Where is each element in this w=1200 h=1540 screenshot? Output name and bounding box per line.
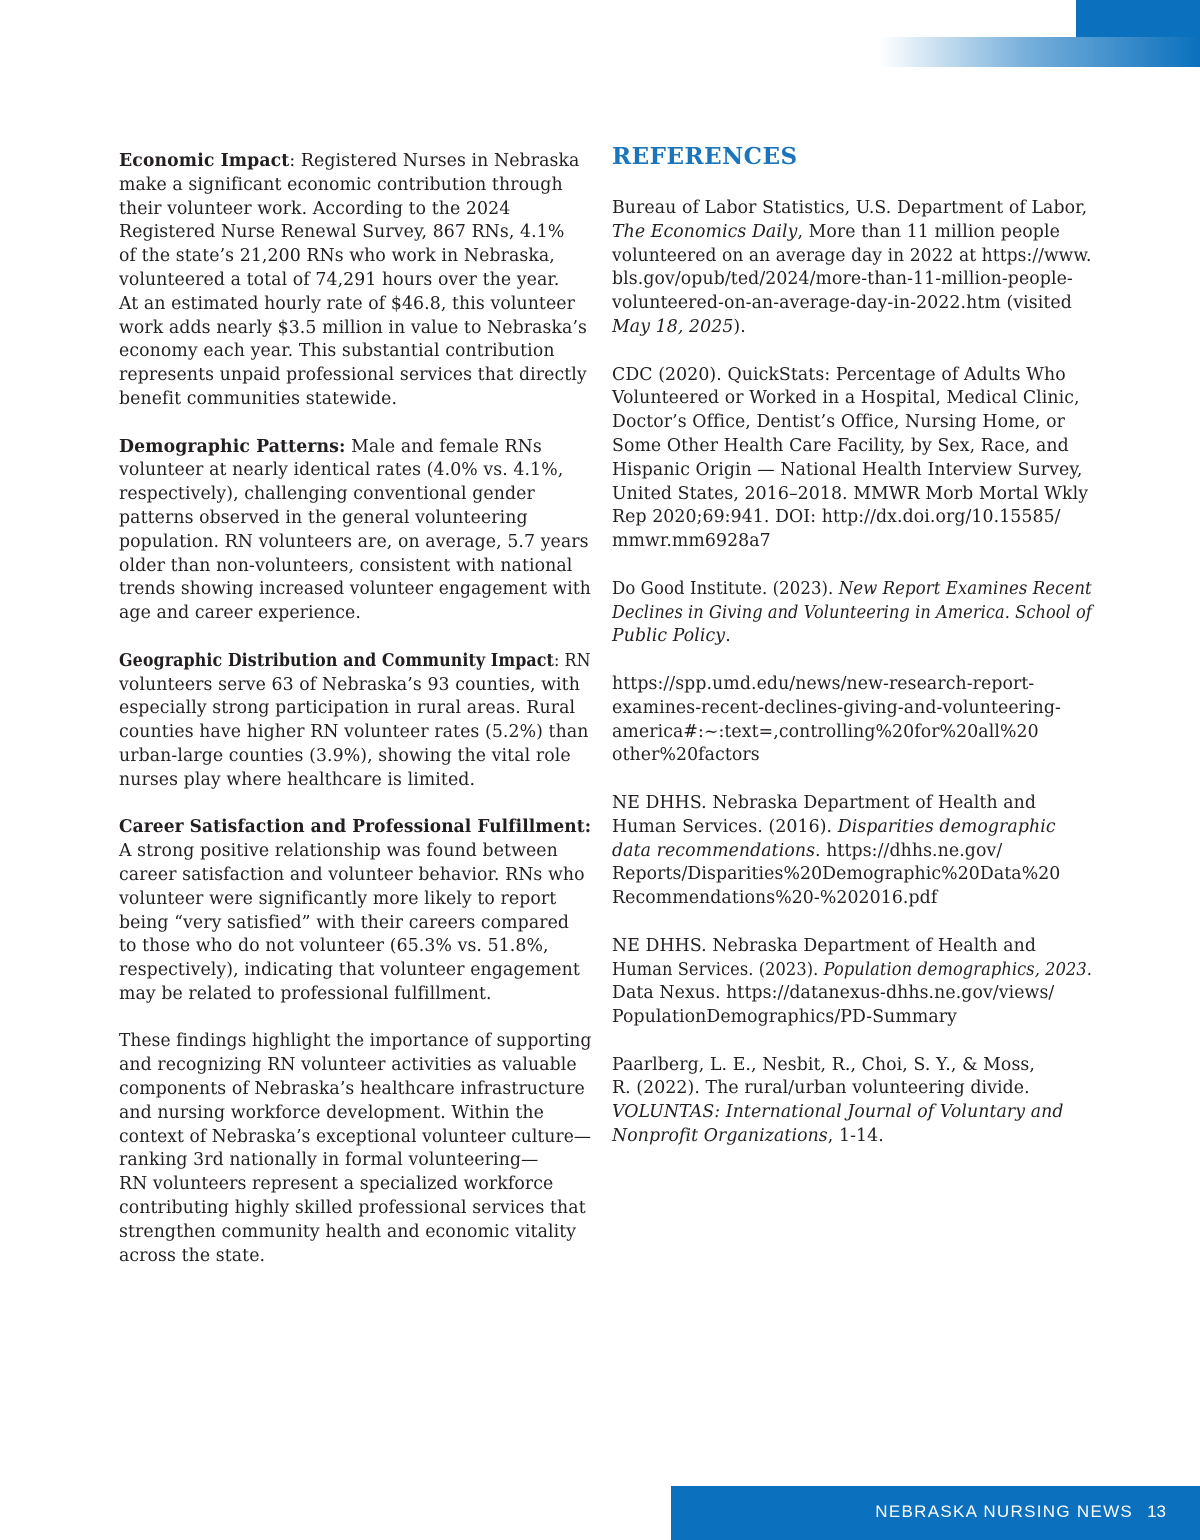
paragraph-line: patterns observed in the general volunteering — [119, 507, 528, 528]
paragraph-line: volunteers serve 63 of Nebraska’s 93 counties, with — [119, 674, 580, 695]
paragraph-line: being “very satisfied” with their careers compared — [119, 912, 570, 933]
paragraph-line: especially strong participation in rural areas. Rural — [119, 698, 576, 719]
reference-bls — [612, 197, 1092, 340]
paragraph-line: benefit communities statewide. — [119, 388, 398, 409]
paragraph-line: and nursing workforce development. Within the — [119, 1102, 544, 1123]
paragraph-line: strengthen community health and economic vitality — [119, 1221, 577, 1242]
reference-line: Paarlberg, L. E., Nesbit, R., Choi, S. Y., & Moss, — [612, 1054, 1035, 1075]
paragraph-line: economy each year. This substantial contribution — [119, 341, 555, 362]
reference-line: Some Other Health Care Facility, by Sex, Race, and — [612, 435, 1069, 456]
page-number: 13 — [1147, 1502, 1166, 1521]
paragraph-line: across the state. — [119, 1245, 266, 1266]
footer-bar — [671, 1486, 1200, 1540]
reference-line: volunteered on an average day in 2022 at https://www. — [612, 245, 1092, 266]
reference-line: The Economics Daily, More than 11 million people — [612, 221, 1060, 242]
paragraph-line: volunteer at nearly identical rates (4.0% vs. 4.1%, — [119, 460, 564, 481]
paragraph-line: components of Nebraska’s healthcare infrastructure — [119, 1079, 585, 1100]
reference-line: Volunteered or Worked in a Hospital, Medical Clinic, — [612, 388, 1080, 409]
paragraph-line: counties have higher RN volunteer rates (5.2%) than — [119, 722, 589, 743]
paragraph-line: ranking 3rd nationally in formal volunteering— — [119, 1150, 539, 1171]
paragraph-line: their volunteer work. According to the 2024 — [119, 198, 511, 219]
paragraph-line: At an estimated hourly rate of $46.8, this volunteer — [119, 293, 575, 314]
reference-line: Do Good Institute. (2023). New Report Examines Recent — [612, 578, 1092, 599]
paragraph-line: nurses play where healthcare is limited. — [119, 769, 476, 790]
reference-line: Doctor’s Office, Dentist’s Office, Nursing Home, or — [612, 412, 1065, 433]
conclusion-paragraph — [119, 1030, 591, 1268]
paragraph-line: career satisfaction and volunteer behavior. RNs who — [119, 864, 585, 885]
publication-name: NEBRASKA NURSING NEWS — [875, 1502, 1134, 1521]
paragraph-line: respectively), indicating that volunteer engagement — [119, 960, 580, 981]
reference-line: Bureau of Labor Statistics, U.S. Department of Labor, — [612, 198, 1088, 218]
reference-paarlberg — [612, 1054, 1092, 1149]
economic-impact-paragraph — [119, 150, 591, 412]
paragraph-line: Registered Nurse Renewal Survey, 867 RNs, 4.1% — [119, 222, 565, 243]
reference-ne-dhhs-2023 — [612, 935, 1092, 1030]
reference-line: examines-recent-declines-giving-and-volunteering- — [612, 697, 1061, 718]
corner-accent-gradient — [880, 37, 1200, 67]
paragraph-line: contributing highly skilled professional services that — [119, 1198, 586, 1219]
reference-line: VOLUNTAS: International Journal of Voluntary and — [612, 1102, 1064, 1123]
paragraph-lead: Career Satisfaction and Professional Fulfillment: — [119, 817, 592, 838]
reference-line: PopulationDemographics/PD-Summary — [612, 1007, 957, 1028]
reference-line: data recommendations. https://dhhs.ne.gov/ — [612, 840, 1003, 861]
paragraph-line: trends showing increased volunteer engagement with — [119, 579, 591, 600]
reference-line: United States, 2016–2018. MMWR Morb Mortal Wkly — [612, 483, 1089, 504]
reference-line: bls.gov/opub/ted/2024/more-than-11-million-people- — [612, 269, 1073, 290]
paragraph-line: These findings highlight the importance of supporting — [119, 1031, 592, 1052]
reference-line: NE DHHS. Nebraska Department of Health and — [612, 935, 1037, 956]
paragraph-line: older than non-volunteers, consistent with national — [119, 555, 573, 576]
paragraph-line: to those who do not volunteer (65.3% vs. 51.8%, — [119, 936, 549, 957]
career-satisfaction-paragraph — [119, 816, 591, 1006]
paragraph-line: age and career experience. — [119, 603, 361, 624]
reference-line: CDC (2020). QuickStats: Percentage of Adults Who — [612, 364, 1066, 385]
paragraph-line: Economic Impact: Registered Nurses in Nebraska — [119, 151, 580, 171]
reference-spp-url — [612, 673, 1092, 768]
paragraph-line: RN volunteers represent a specialized workforce — [119, 1174, 554, 1195]
references-list — [612, 197, 1092, 1173]
references-heading: REFERENCES — [612, 143, 798, 170]
left-column — [119, 150, 591, 1292]
demographic-patterns-paragraph — [119, 436, 591, 626]
reference-line: Data Nexus. https://datanexus-dhhs.ne.gov/views/ — [612, 983, 1055, 1004]
paragraph-line: represents unpaid professional services that directly — [119, 365, 587, 386]
reference-line: Human Services. (2016). Disparities demographic — [612, 816, 1056, 837]
paragraph-line: respectively), challenging conventional gender — [119, 484, 535, 505]
reference-line: Rep 2020;69:941. DOI: http://dx.doi.org/10.15585/ — [612, 507, 1061, 528]
reference-line: Hispanic Origin — National Health Interview Survey, — [612, 459, 1083, 480]
paragraph-line: volunteer were significantly more likely to report — [119, 888, 557, 909]
reference-ne-dhhs-2016 — [612, 792, 1092, 911]
paragraph-lead: Demographic Patterns: — [119, 436, 346, 457]
paragraph-line: of the state’s 21,200 RNs who work in Nebraska, — [119, 246, 555, 267]
reference-line: Nonprofit Organizations, 1-14. — [612, 1126, 884, 1147]
paragraph-line: may be related to professional fulfillment. — [119, 983, 492, 1004]
reference-line: america#:~:text=,controlling%20for%20all%20 — [612, 721, 1039, 742]
paragraph-lead: Economic Impact — [119, 151, 290, 171]
reference-line: other%20factors — [612, 745, 760, 766]
paragraph-line: population. RN volunteers are, on average, 5.7 years — [119, 531, 589, 552]
geographic-distribution-paragraph — [119, 650, 591, 793]
reference-line: May 18, 2025). — [612, 316, 746, 337]
paragraph-line: Geographic Distribution and Community Impact: RN — [119, 650, 591, 671]
reference-line: Recommendations%20-%202016.pdf — [612, 888, 938, 909]
reference-line: volunteered-on-an-average-day-in-2022.htm (visited — [612, 293, 1072, 314]
paragraph-line: Demographic Patterns: Male and female RNs — [119, 436, 542, 457]
paragraph-line: urban-large counties (3.9%), showing the vital role — [119, 745, 571, 766]
reference-line: Public Policy. — [612, 626, 731, 647]
reference-line: NE DHHS. Nebraska Department of Health and — [612, 792, 1037, 813]
reference-line: https://spp.umd.edu/news/new-research-report- — [612, 673, 1035, 694]
paragraph-line: A strong positive relationship was found between — [119, 841, 558, 862]
paragraph-line: and recognizing RN volunteer activities as valuable — [119, 1055, 577, 1076]
paragraph-line: make a significant economic contribution through — [119, 174, 563, 195]
reference-line: R. (2022). The rural/urban volunteering divide. — [612, 1078, 1030, 1099]
reference-line: Declines in Giving and Volunteering in America. School of — [612, 602, 1092, 623]
reference-cdc — [612, 364, 1092, 554]
paragraph-lead: Geographic Distribution and Community Impact — [119, 650, 554, 671]
paragraph-line: volunteered a total of 74,291 hours over the year. — [119, 269, 560, 290]
reference-line: Human Services. (2023). Population demographics, 2023. — [612, 959, 1093, 980]
paragraph-line: work adds nearly $3.5 million in value to Nebraska’s — [119, 317, 588, 338]
reference-line: Reports/Disparities%20Demographic%20Data%20 — [612, 864, 1061, 885]
paragraph-line: context of Nebraska’s exceptional volunteer culture— — [119, 1126, 592, 1147]
corner-accent-block — [1076, 0, 1200, 37]
reference-line: mmwr.mm6928a7 — [612, 531, 771, 552]
reference-do-good — [612, 578, 1092, 649]
